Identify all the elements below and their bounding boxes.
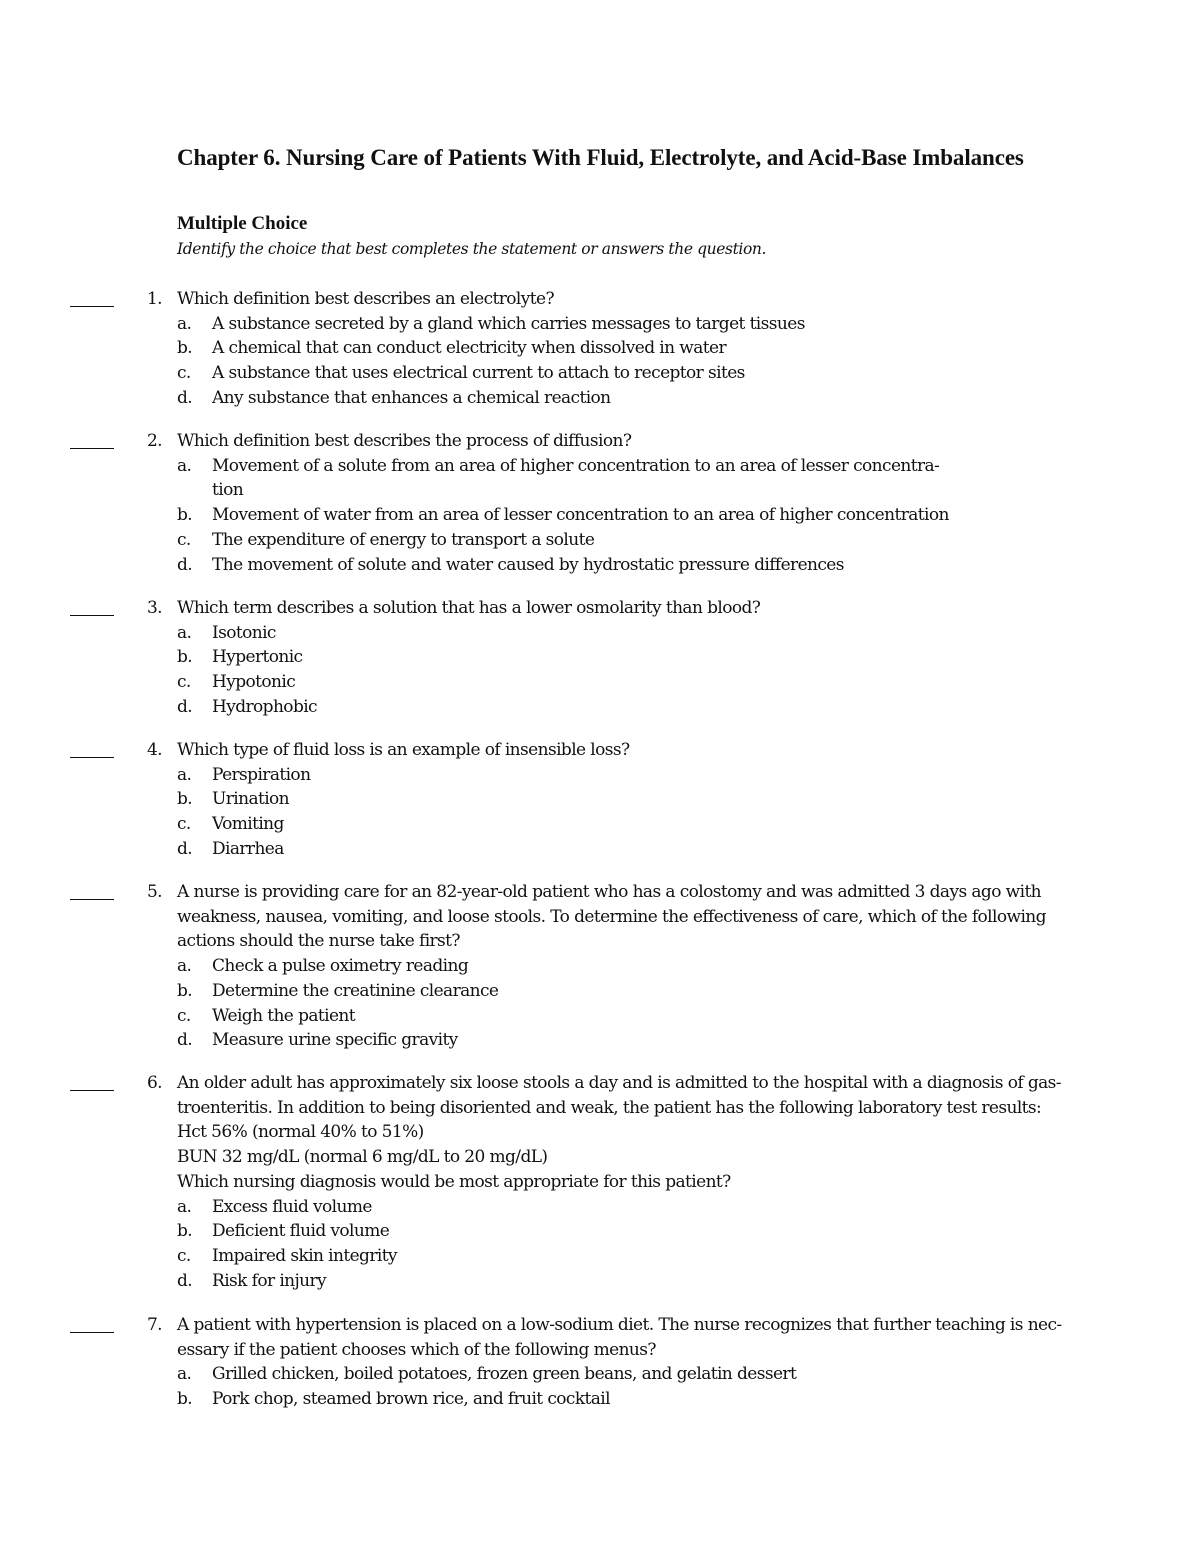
option-letter: b. <box>177 980 193 1001</box>
answer-blank[interactable] <box>70 757 114 758</box>
question-stem-line: essary if the patient chooses which of the following menus? <box>177 1339 656 1360</box>
option-letter: b. <box>177 789 193 810</box>
question-number: 6. <box>146 1073 162 1093</box>
option-letter: d. <box>177 838 193 859</box>
option-text: The movement of solute and water caused by hydrostatic pressure differences <box>212 554 844 575</box>
option-text: Determine the creatinine clearance <box>212 980 499 1001</box>
answer-option[interactable] <box>177 837 1137 862</box>
answer-option[interactable] <box>177 361 1137 386</box>
answer-option[interactable] <box>177 621 1137 646</box>
option-text: Movement of a solute from an area of higher concentration to an area of lesser concentra- <box>212 455 940 476</box>
answer-option[interactable] <box>177 812 1137 837</box>
answer-options <box>177 1362 1137 1411</box>
answer-options <box>177 621 1137 720</box>
question-stem <box>177 738 1137 763</box>
option-text: Vomiting <box>212 814 284 835</box>
question-number: 2. <box>146 431 162 451</box>
question-item <box>0 429 1200 577</box>
option-text: tion <box>212 480 244 501</box>
question-stem-line: Which type of fluid loss is an example of insensible loss? <box>177 740 630 760</box>
option-letter: a. <box>177 1196 192 1217</box>
answer-option[interactable] <box>177 763 1137 788</box>
question-number: 5. <box>146 882 162 902</box>
question-item <box>0 287 1200 411</box>
option-letter: d. <box>177 1270 193 1291</box>
answer-option[interactable] <box>177 312 1137 337</box>
answer-option[interactable] <box>177 528 1137 553</box>
option-letter: d. <box>177 387 193 408</box>
option-text: Excess fluid volume <box>212 1196 372 1217</box>
section-heading: Multiple Choice <box>177 213 308 234</box>
option-text: Risk for injury <box>212 1270 327 1291</box>
answer-option[interactable] <box>177 1362 1137 1387</box>
question-number: 3. <box>146 598 162 618</box>
question-stem-line: Hct 56% (normal 40% to 51%) <box>177 1122 424 1143</box>
option-text: A substance that uses electrical current to attach to receptor sites <box>212 363 745 384</box>
option-letter: a. <box>177 622 192 643</box>
option-letter: a. <box>177 956 192 977</box>
option-letter: c. <box>177 1005 191 1026</box>
option-letter: d. <box>177 1030 193 1051</box>
answer-blank[interactable] <box>70 448 114 449</box>
answer-blank[interactable] <box>70 306 114 307</box>
question-stem-line: A patient with hypertension is placed on a low-sodium diet. The nurse recognizes that further teaching is nec- <box>177 1315 1062 1335</box>
question-item <box>0 880 1200 1053</box>
answer-blank[interactable] <box>70 615 114 616</box>
answer-option[interactable] <box>177 1028 1137 1053</box>
question-stem-line: Which term describes a solution that has a lower osmolarity than blood? <box>177 598 761 618</box>
option-text: A substance secreted by a gland which carries messages to target tissues <box>212 313 805 334</box>
question-stem <box>177 1071 1137 1195</box>
question-stem-line: An older adult has approximately six loose stools a day and is admitted to the hospital with a diagnosis of gas- <box>177 1073 1061 1093</box>
option-text: Hypertonic <box>212 647 303 668</box>
question-stem-line: troenteritis. In addition to being disoriented and weak, the patient has the following laboratory test results: <box>177 1097 1042 1118</box>
option-text: A chemical that can conduct electricity when dissolved in water <box>212 338 726 359</box>
option-letter: d. <box>177 696 193 717</box>
answer-option[interactable] <box>177 787 1137 812</box>
option-letter: c. <box>177 672 191 693</box>
option-text: Hypotonic <box>212 672 296 693</box>
answer-option[interactable] <box>177 670 1137 695</box>
option-letter: b. <box>177 647 193 668</box>
answer-option[interactable] <box>177 503 1137 528</box>
answer-option[interactable] <box>177 386 1137 411</box>
option-letter: c. <box>177 363 191 384</box>
question-stem-line: A nurse is providing care for an 82-year-old patient who has a colostomy and was admitted 3 days ago with <box>177 882 1042 902</box>
option-text: Perspiration <box>212 764 311 785</box>
answer-blank[interactable] <box>70 899 114 900</box>
option-text: Check a pulse oximetry reading <box>212 956 469 977</box>
answer-option[interactable] <box>177 336 1137 361</box>
option-letter: c. <box>177 1245 191 1266</box>
option-text: Pork chop, steamed brown rice, and fruit cocktail <box>212 1389 610 1410</box>
question-stem <box>177 287 1137 312</box>
answer-blank[interactable] <box>70 1332 114 1333</box>
question-number: 1. <box>146 289 162 309</box>
question-item <box>0 738 1200 862</box>
question-stem-line: Which nursing diagnosis would be most appropriate for this patient? <box>177 1171 731 1192</box>
answer-options <box>177 312 1137 411</box>
answer-option[interactable] <box>177 454 1137 503</box>
option-letter: d. <box>177 554 193 575</box>
option-text: Urination <box>212 789 290 810</box>
answer-options <box>177 954 1137 1053</box>
answer-option[interactable] <box>177 695 1137 720</box>
option-text: Grilled chicken, boiled potatoes, frozen green beans, and gelatin dessert <box>212 1364 797 1385</box>
answer-option[interactable] <box>177 1004 1137 1029</box>
answer-option[interactable] <box>177 553 1137 578</box>
option-letter: b. <box>177 338 193 359</box>
option-text: Any substance that enhances a chemical reaction <box>212 387 611 408</box>
answer-option[interactable] <box>177 1195 1137 1220</box>
answer-option[interactable] <box>177 645 1137 670</box>
option-text: Isotonic <box>212 622 276 643</box>
question-stem-line: actions should the nurse take first? <box>177 931 460 952</box>
question-stem-line: Which definition best describes the process of diffusion? <box>177 431 632 451</box>
answer-options <box>177 454 1137 578</box>
question-item <box>0 1313 1200 1412</box>
question-stem-line: Which definition best describes an electrolyte? <box>177 289 554 309</box>
page-title: Chapter 6. Nursing Care of Patients With Fluid, Electrolyte, and Acid-Base Imbalances <box>177 145 1024 170</box>
option-letter: a. <box>177 313 192 334</box>
option-text: Hydrophobic <box>212 696 317 717</box>
question-stem-line: BUN 32 mg/dL (normal 6 mg/dL to 20 mg/dL) <box>177 1147 548 1168</box>
answer-option[interactable] <box>177 954 1137 979</box>
option-text: Diarrhea <box>212 838 284 859</box>
section-instructions: Identify the choice that best completes the statement or answers the question. <box>177 240 767 258</box>
option-text: Deficient fluid volume <box>212 1221 390 1242</box>
question-stem <box>177 880 1137 954</box>
question-number: 7. <box>146 1315 162 1335</box>
option-letter: b. <box>177 1221 193 1242</box>
answer-options <box>177 763 1137 862</box>
answer-options <box>177 1195 1137 1294</box>
question-item <box>0 596 1200 720</box>
option-letter: b. <box>177 505 193 526</box>
option-letter: a. <box>177 455 192 476</box>
answer-blank[interactable] <box>70 1090 114 1091</box>
option-letter: a. <box>177 1364 192 1385</box>
question-stem-line: weakness, nausea, vomiting, and loose stools. To determine the effectiveness of care, which of the following <box>177 906 1046 927</box>
option-letter: a. <box>177 764 192 785</box>
question-stem <box>177 1313 1137 1362</box>
option-letter: b. <box>177 1389 193 1410</box>
answer-option[interactable] <box>177 1219 1137 1244</box>
answer-option[interactable] <box>177 979 1137 1004</box>
option-text: Weigh the patient <box>212 1005 355 1026</box>
option-text: Impaired skin integrity <box>212 1245 397 1266</box>
question-item <box>0 1071 1200 1293</box>
option-text: Measure urine specific gravity <box>212 1030 458 1051</box>
option-letter: c. <box>177 814 191 835</box>
answer-option[interactable] <box>177 1269 1137 1294</box>
option-text: Movement of water from an area of lesser concentration to an area of higher concentration <box>212 505 949 526</box>
answer-option[interactable] <box>177 1387 1137 1412</box>
question-number: 4. <box>146 740 162 760</box>
answer-option[interactable] <box>177 1244 1137 1269</box>
question-stem <box>177 596 1137 621</box>
option-letter: c. <box>177 529 191 550</box>
option-text: The expenditure of energy to transport a solute <box>212 529 595 550</box>
question-stem <box>177 429 1137 454</box>
